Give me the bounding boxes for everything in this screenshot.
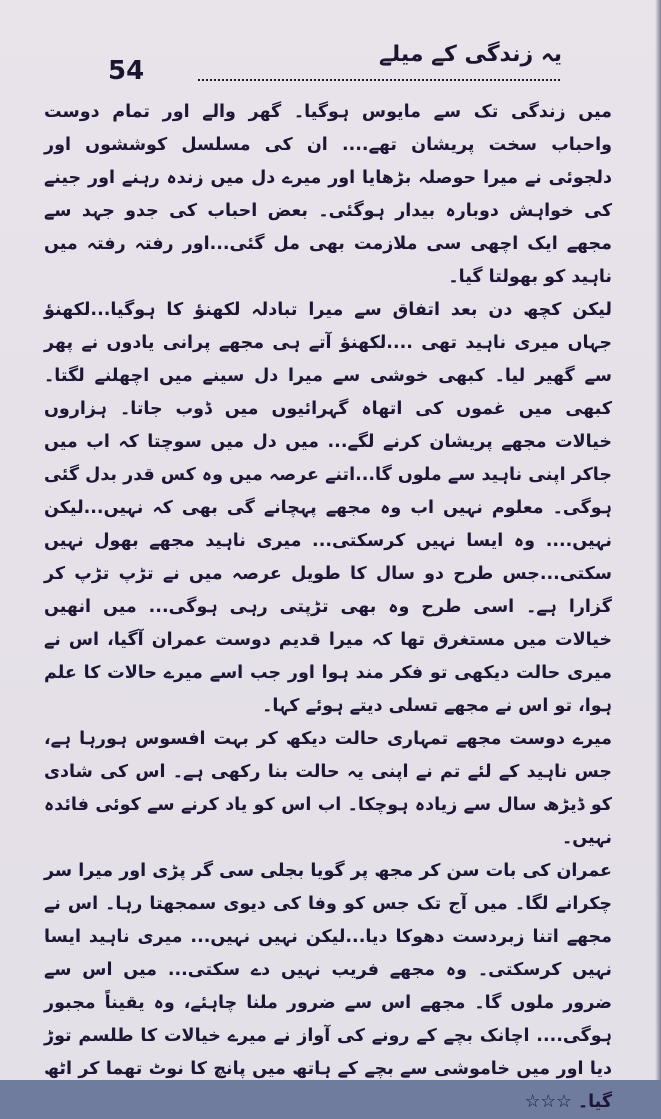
paragraph-3: میرے دوست مجھے تمہاری حالت دیکھ کر بہت افسوس ہورہا ہے، جس ناہید کے لئے تم نے اپنی یہ حالت بنا رکھی ہے۔ اس کی شادی کو ڈیڑھ سال سے زیادہ ہوچکا۔ اب اس کو یاد کرنے سے کوئی فائدہ نہیں۔	[44, 729, 612, 848]
page-edge-shadow	[655, 0, 661, 1080]
paragraph-1: میں زندگی تک سے مایوس ہوگیا۔ گھر والے اور تمام دوست واحباب سخت پریشان تھے.... ان کی مسلسل کوششوں اور دلجوئی نے میرا حوصلہ بڑھایا اور میرے دل میں زندہ رہنے اور جینے کی خواہش دوبارہ بیدار ہوگئی۔ بعض احباب کی جدو جہد سے مجھے ایک اچھی سی ملازمت بھی مل گئی...اور رفتہ رفتہ میں ناہید کو بھولتا گیا۔	[44, 102, 612, 287]
page-header	[100, 34, 570, 86]
paragraph-4: عمران کی بات سن کر مجھ پر گویا بجلی سی گر پڑی اور میرا سر چکرانے لگا۔ میں آج تک جس کو وفا کی دیوی سمجھتا رہا۔ اس نے مجھے اتنا زبردست دھوکا دیا...لیکن نہیں نہیں... میری ناہید ایسا نہیں کرسکتی۔ وہ مجھے فریب نہیں دے سکتی... میں اس سے ضرور ملوں گا۔ مجھے اس سے ضرور ملنا چاہئے، وہ یقیناً مجبور ہوگی.... اچانک بچے کے رونے کی آواز نے میرے خیالات کا طلسم توڑ دیا اور میں خاموشی سے بچے کے ہاتھ میں پانچ کا نوٹ تھما کر اٹھ گیا۔ ☆☆☆	[44, 861, 612, 1112]
page-body	[44, 96, 612, 1119]
paragraph-2: لیکن کچھ دن بعد اتفاق سے میرا تبادلہ لکھنؤ کا ہوگیا...لکھنؤ جہاں میری ناہید تھی ....لکھنؤ آتے ہی مجھے پرانی یادوں نے پھر سے گھیر لیا۔ کبھی خوشی سے میرا دل سینے میں اچھلنے لگتا۔ کبھی میں غموں کی اتھاہ گہرائیوں میں ڈوب جاتا۔ ہزاروں خیالات مجھے پریشان کرنے لگے... میں دل میں سوچتا کہ اب میں جاکر اپنی ناہید سے ملوں گا...اتنے عرصہ میں وہ کس قدر بدل گئی ہوگی۔ معلوم نہیں اب وہ مجھے پہچانے گی بھی کہ نہیں...لیکن نہیں.... وہ ایسا نہیں کرسکتی... میری ناہید مجھے بھول نہیں سکتی...جس طرح دو سال کا طویل عرصہ میں نے تڑپ تڑپ کر گزارا ہے۔ اسی طرح وہ بھی تڑپتی رہی ہوگی... میں انھیں خیالات میں مستغرق تھا کہ میرا قدیم دوست عمران آگیا، اس نے میری حالت دیکھی تو فکر مند ہوا اور جب اسے میرے حالات کا علم ہوا، تو اس نے مجھے تسلی دیتے ہوئے کہا۔	[44, 300, 612, 716]
header-dotted-rule	[198, 79, 560, 81]
page-number: 54	[108, 56, 145, 86]
running-title: یہ زندگی کے میلے	[379, 42, 562, 67]
